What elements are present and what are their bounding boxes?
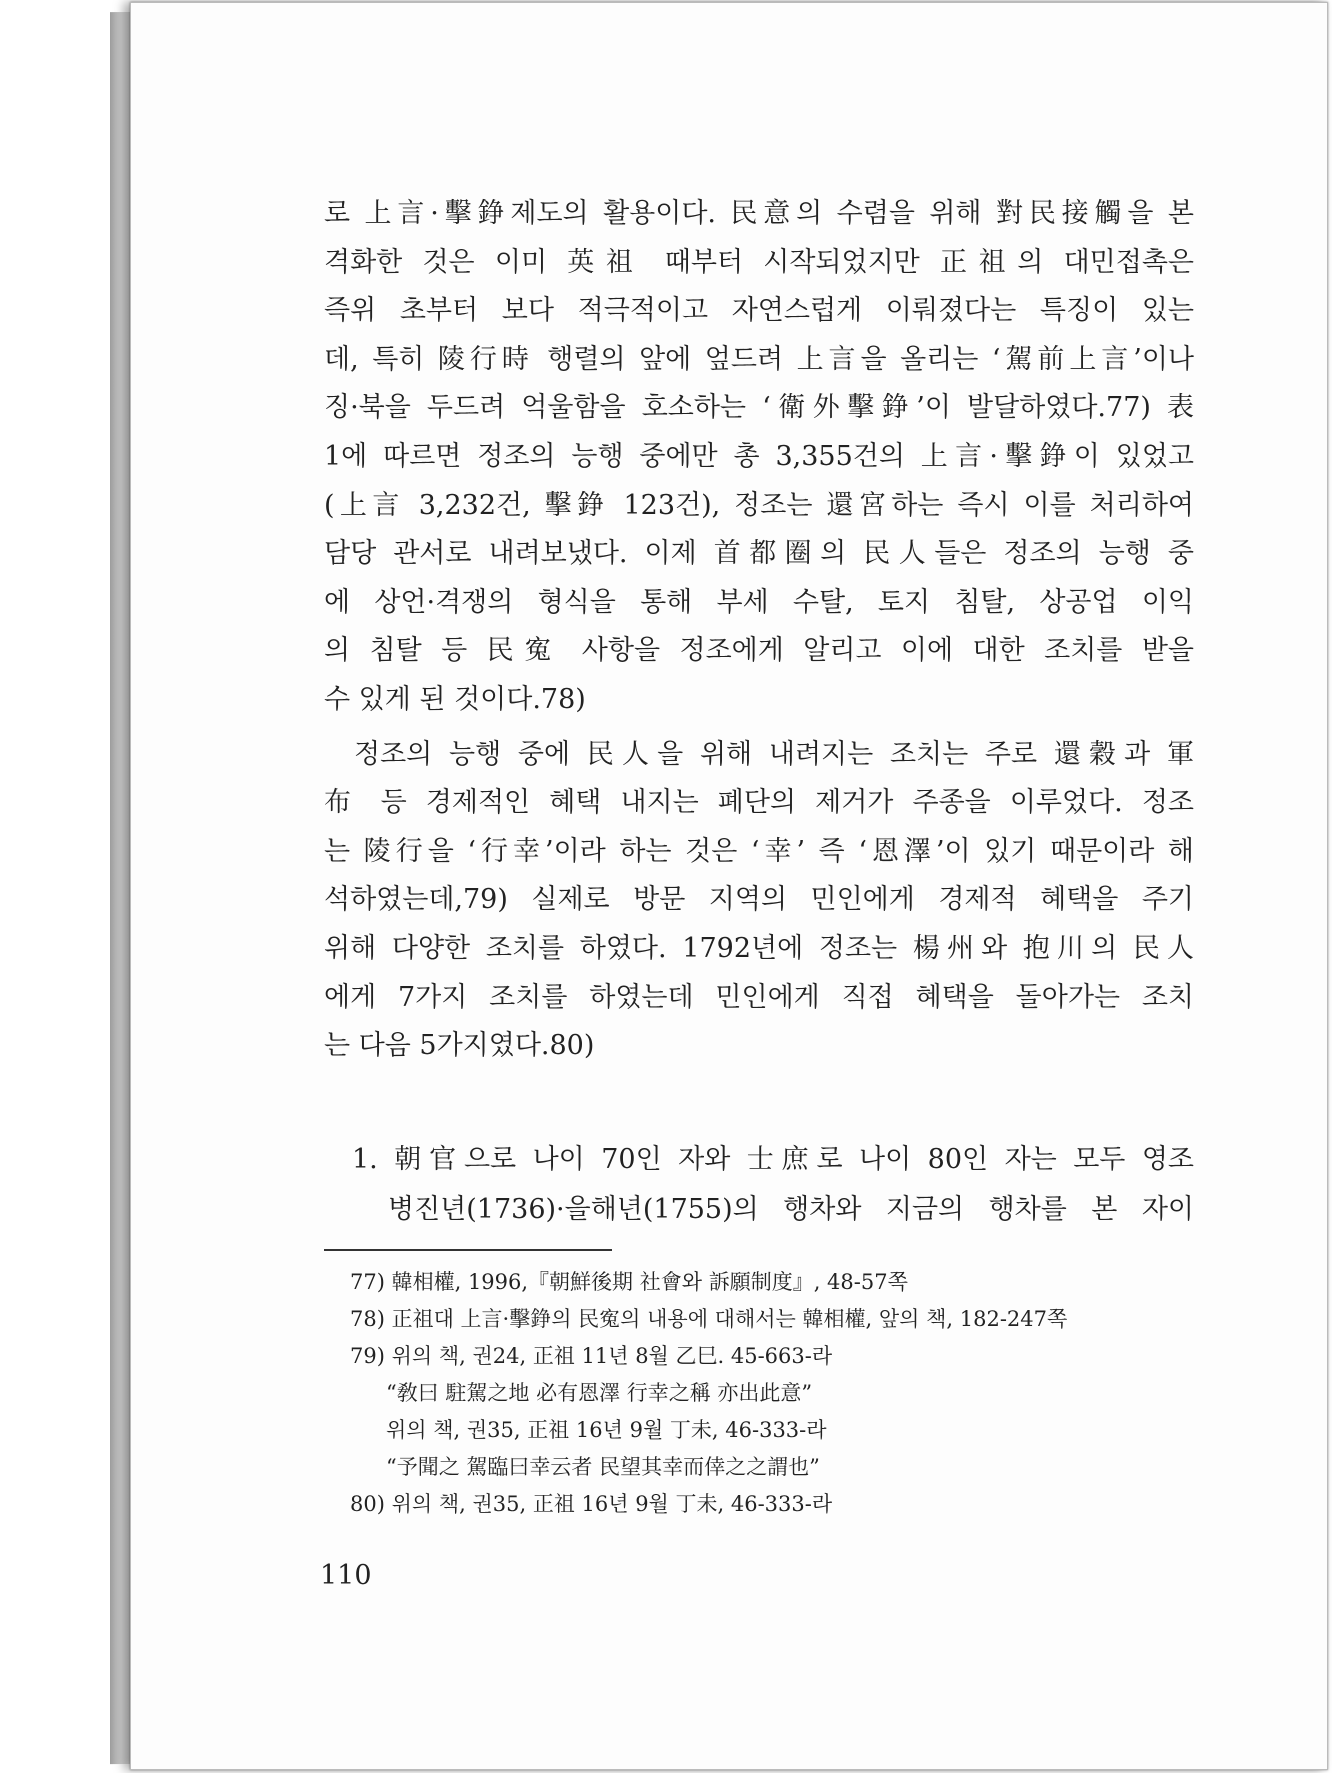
text-line: 위해 다양한 조치를 하였다. 1792년에 정조는 楊州와 抱川의 民人 — [324, 932, 1194, 964]
footnote-78: 78) 正祖대 上言·擊錚의 民寃의 내용에 대해서는 韓相權, 앞의 책, 182-247쪽 — [350, 1307, 1068, 1331]
footnote-divider — [324, 1249, 612, 1251]
footnote-79-quote-1: “敎曰 駐駕之地 必有恩澤 行幸之稱 亦出此意” — [386, 1381, 813, 1405]
text-line: 병진년(1736)·을해년(1755)의 행차와 지금의 행차를 본 자이 — [388, 1193, 1194, 1225]
text-line: (上言 3,232건, 擊錚 123건), 정조는 還宮하는 즉시 이를 처리하여 — [324, 489, 1194, 521]
text-line: 즉위 초부터 보다 적극적이고 자연스럽게 이뤄졌다는 특징이 있는 — [324, 295, 1194, 327]
footnote-80: 80) 위의 책, 권35, 正祖 16년 9월 丁未, 46-333-라 — [350, 1492, 833, 1516]
paragraph-2 — [324, 731, 1194, 1071]
text-line: 1에 따르면 정조의 능행 중에만 총 3,355건의 上言·擊錚이 있었고 — [324, 440, 1194, 472]
footnote-77: 77) 韓相權, 1996,『朝鮮後期 社會와 訴願制度』, 48-57쪽 — [350, 1270, 908, 1294]
text-line: 로 上言·擊錚제도의 활용이다. 民意의 수렴을 위해 對民接觸을 본 — [324, 198, 1194, 229]
body-text — [324, 190, 1194, 1235]
text-line: 담당 관서로 내려보냈다. 이제 首都圈의 民人들은 정조의 능행 중 — [324, 538, 1194, 570]
footnotes — [350, 1264, 1190, 1523]
text-line: 격화한 것은 이미 英祖 때부터 시작되었지만 正祖의 대민접촉은 — [324, 246, 1194, 278]
paragraph-1 — [324, 190, 1194, 725]
text-line: 징·북을 두드려 억울함을 호소하는 ‘衛外擊錚’이 발달하였다.77) 表 — [324, 392, 1194, 424]
footnote-79: 79) 위의 책, 권24, 正祖 11년 8월 乙巳. 45-663-라 — [350, 1344, 833, 1368]
list-item — [324, 1135, 1194, 1235]
text-line: 의 침탈 등 民寃 사항을 정조에게 알리고 이에 대한 조치를 받을 — [324, 635, 1194, 667]
text-line: 수 있게 된 것이다.78) — [324, 683, 586, 715]
numbered-list — [324, 1135, 1194, 1235]
footnote-79-source-2: 위의 책, 권35, 正祖 16년 9월 丁未, 46-333-라 — [386, 1418, 827, 1442]
text-line: 는 陵行을 ‘行幸’이라 하는 것은 ‘幸’ 즉 ‘恩澤’이 있기 때문이라 해 — [324, 835, 1194, 867]
text-line: 데, 특히 陵行時 행렬의 앞에 엎드려 上言을 올리는 ‘駕前上言’이나 — [324, 343, 1194, 375]
text-line: 1. 朝官으로 나이 70인 자와 士庶로 나이 80인 자는 모두 영조 — [352, 1143, 1194, 1175]
page-number: 110 — [320, 1560, 372, 1591]
text-line: 는 다음 5가지였다.80) — [324, 1030, 595, 1062]
footnote-79-quote-2: “予聞之 駕臨曰幸云者 民望其幸而倖之之謂也” — [386, 1455, 820, 1479]
text-line: 布 등 경제적인 혜택 내지는 폐단의 제거가 주종을 이루었다. 정조 — [324, 787, 1194, 819]
text-line: 정조의 능행 중에 民人을 위해 내려지는 조치는 주로 還穀과 軍 — [354, 738, 1194, 770]
text-line: 에 상언·격쟁의 형식을 통해 부세 수탈, 토지 침탈, 상공업 이익 — [324, 586, 1194, 618]
text-line: 석하였는데,79) 실제로 방문 지역의 민인에게 경제적 혜택을 주기 — [324, 884, 1194, 916]
text-line: 에게 7가지 조치를 하였는데 민인에게 직접 혜택을 돌아가는 조치 — [324, 981, 1194, 1013]
